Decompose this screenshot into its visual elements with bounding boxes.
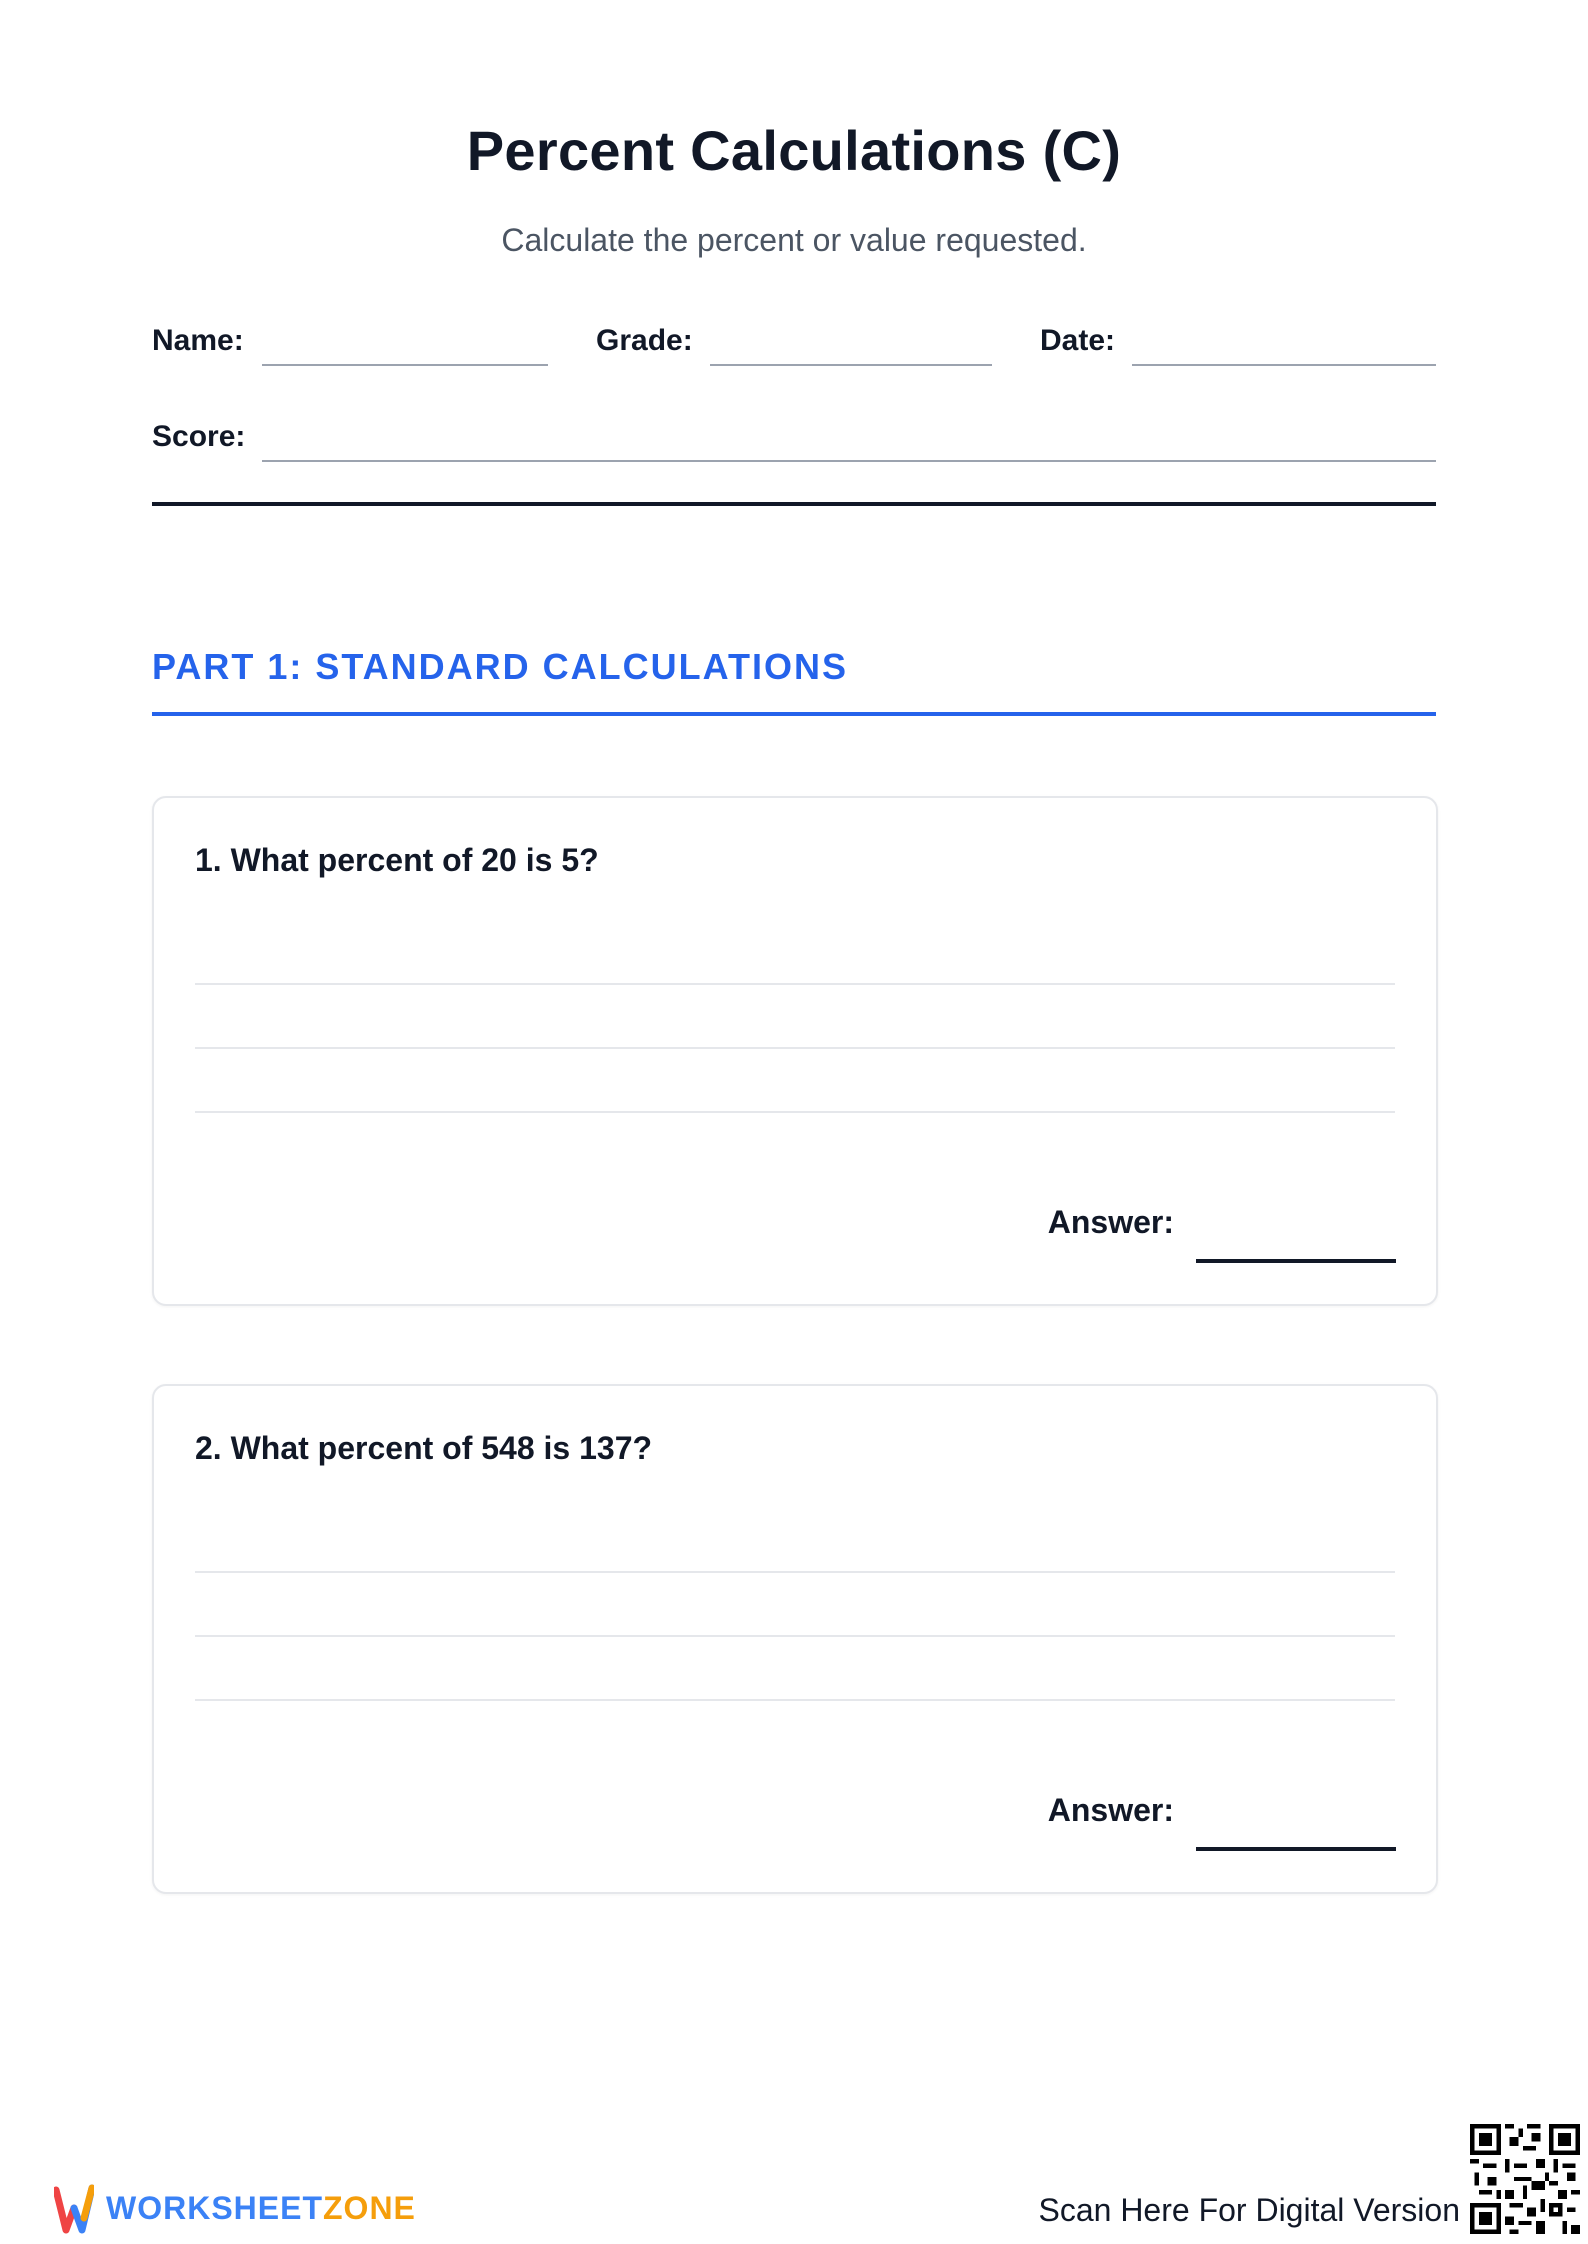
work-line[interactable] <box>195 1571 1395 1573</box>
date-field[interactable] <box>1132 364 1436 366</box>
qr-code-icon[interactable] <box>1470 2124 1580 2234</box>
date-label: Date: <box>1040 324 1116 357</box>
question-card <box>152 1384 1438 1894</box>
answer-field[interactable] <box>1196 1259 1396 1263</box>
score-field[interactable] <box>262 460 1436 462</box>
work-line[interactable] <box>195 1047 1395 1049</box>
question-text: 2. What percent of 548 is 137? <box>195 1430 653 1466</box>
header-divider <box>152 502 1436 506</box>
scan-caption: Scan Here For Digital Version <box>1038 2192 1460 2228</box>
section-heading: PART 1: STANDARD CALCULATIONS <box>152 646 848 687</box>
question-card <box>152 796 1438 1306</box>
brand-name-part1: WORKSHEET <box>106 2189 323 2226</box>
question-text: 1. What percent of 20 is 5? <box>195 842 599 878</box>
answer-label: Answer: <box>1047 1792 1174 1828</box>
grade-field[interactable] <box>710 364 992 366</box>
brand-name-part2: ZONE <box>323 2189 416 2226</box>
work-line[interactable] <box>195 983 1395 985</box>
worksheetzone-logo-icon <box>54 2180 94 2236</box>
answer-field[interactable] <box>1196 1847 1396 1851</box>
work-line[interactable] <box>195 1111 1395 1113</box>
name-field[interactable] <box>262 364 548 366</box>
name-label: Name: <box>152 324 244 357</box>
page-title: Percent Calculations (C) <box>466 119 1122 182</box>
grade-label: Grade: <box>596 324 693 357</box>
work-line[interactable] <box>195 1635 1395 1637</box>
brand-name <box>106 2190 416 2227</box>
score-label: Score: <box>152 420 246 453</box>
section-divider <box>152 712 1436 716</box>
work-line[interactable] <box>195 1699 1395 1701</box>
answer-label: Answer: <box>1047 1204 1174 1240</box>
brand-logo <box>54 2180 416 2236</box>
page-subtitle: Calculate the percent or value requested. <box>501 222 1087 258</box>
